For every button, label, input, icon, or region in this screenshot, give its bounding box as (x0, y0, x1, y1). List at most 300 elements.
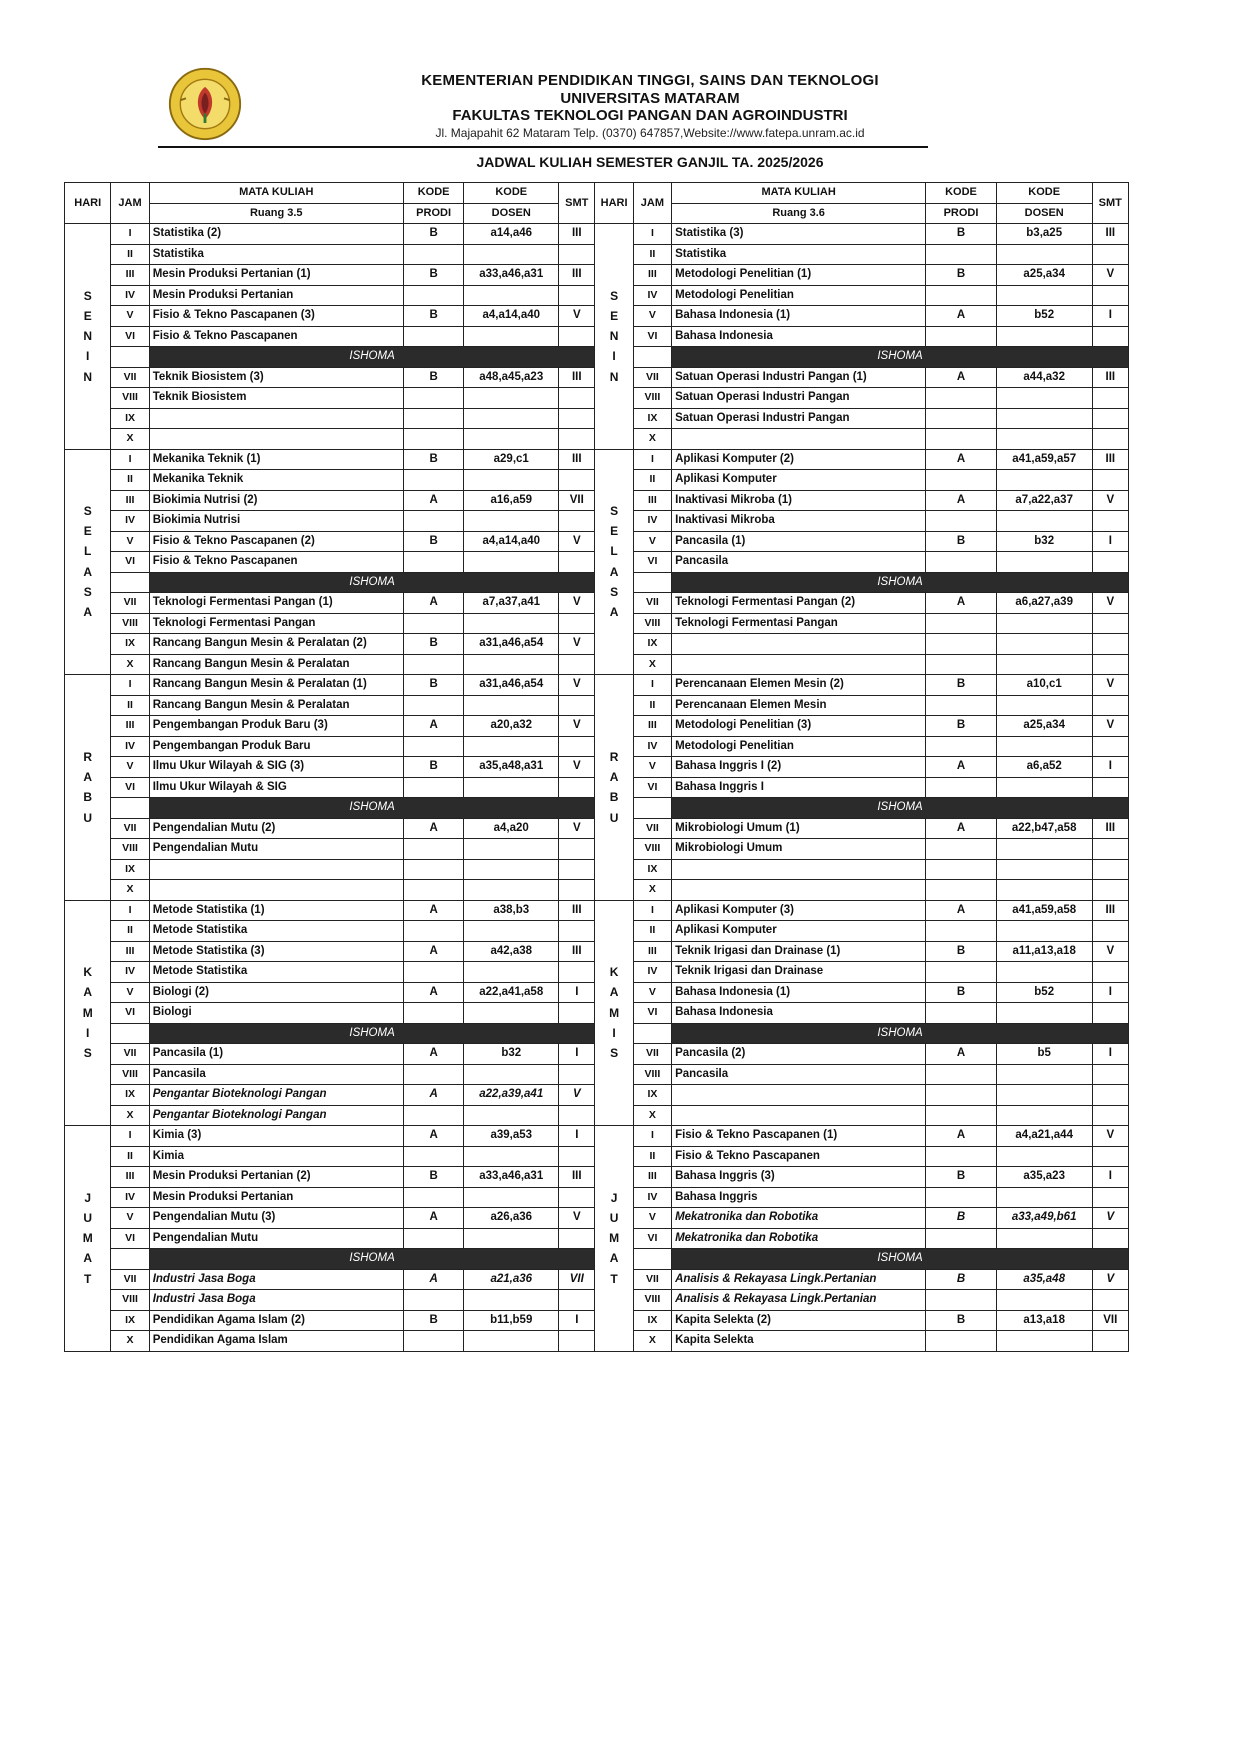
jam-cell: VI (633, 552, 671, 573)
course-name: Mekanika Teknik (1) (149, 449, 403, 470)
kode-dosen (996, 880, 1092, 901)
kode-dosen (996, 511, 1092, 532)
kode-dosen (464, 1064, 559, 1085)
course-name (672, 1085, 926, 1106)
course-name: Industri Jasa Boga (149, 1269, 403, 1290)
semester (1092, 1105, 1128, 1126)
semester: I (1092, 757, 1128, 778)
jam-cell: I (633, 449, 671, 470)
semester: III (559, 449, 595, 470)
course-name: Kapita Selekta (2) (672, 1310, 926, 1331)
kode-prodi: B (926, 1269, 997, 1290)
kode-prodi: B (403, 367, 464, 388)
semester (1092, 1331, 1128, 1352)
jam-cell: II (633, 921, 671, 942)
jam-cell: I (111, 1126, 149, 1147)
kode-prodi (403, 244, 464, 265)
semester (1092, 552, 1128, 573)
semester (559, 1064, 595, 1085)
semester (1092, 1228, 1128, 1249)
jam-cell: VII (633, 1269, 671, 1290)
col-kode-prodi-right: KODE (926, 183, 997, 204)
semester: V (1092, 941, 1128, 962)
kode-prodi: B (403, 449, 464, 470)
semester: III (1092, 367, 1128, 388)
jam-cell: V (111, 757, 149, 778)
semester (559, 1187, 595, 1208)
course-name: Bahasa Inggris I (672, 777, 926, 798)
kode-prodi: B (926, 224, 997, 245)
semester: V (1092, 675, 1128, 696)
kode-dosen (464, 470, 559, 491)
day-label (595, 675, 633, 901)
semester (1092, 613, 1128, 634)
semester: VII (559, 490, 595, 511)
ishoma-break: ISHOMA (149, 798, 595, 819)
jam-cell: VII (633, 1044, 671, 1065)
faculty-address: Jl. Majapahit 62 Mataram Telp. (0370) 647857,Website://www.fatepa.unram.ac.id (435, 126, 865, 140)
day-label (595, 449, 633, 675)
kode-prodi: B (403, 634, 464, 655)
kode-prodi (926, 921, 997, 942)
kode-prodi: A (926, 306, 997, 327)
kode-prodi (403, 921, 464, 942)
kode-prodi (403, 429, 464, 450)
course-name: Statistika (2) (149, 224, 403, 245)
kode-prodi: A (926, 757, 997, 778)
kode-dosen (464, 244, 559, 265)
kode-prodi: A (403, 1085, 464, 1106)
kode-prodi (403, 470, 464, 491)
course-name: Industri Jasa Boga (149, 1290, 403, 1311)
course-name: Aplikasi Komputer (672, 921, 926, 942)
course-name: Bahasa Inggris (3) (672, 1167, 926, 1188)
kode-prodi (403, 613, 464, 634)
course-name: Satuan Operasi Industri Pangan (672, 388, 926, 409)
semester (1092, 511, 1128, 532)
col-mata-kuliah-label: MATA KULIAH (761, 186, 836, 199)
semester: III (559, 1167, 595, 1188)
col-kode-dosen-left: KODE (464, 183, 559, 204)
course-name: Teknik Irigasi dan Drainase (672, 962, 926, 983)
kode-dosen (996, 552, 1092, 573)
jam-cell: VIII (633, 1064, 671, 1085)
kode-prodi (403, 511, 464, 532)
course-name (149, 429, 403, 450)
document-header (0, 0, 1240, 190)
kode-prodi: B (926, 265, 997, 286)
jam-cell: I (111, 900, 149, 921)
course-name: Pendidikan Agama Islam (149, 1331, 403, 1352)
kode-dosen: a31,a46,a54 (464, 634, 559, 655)
jam-cell: III (633, 490, 671, 511)
kode-dosen (996, 470, 1092, 491)
jam-cell (633, 347, 671, 368)
course-name: Mekatronika dan Robotika (672, 1228, 926, 1249)
course-name: Bahasa Indonesia (1) (672, 306, 926, 327)
semester: V (559, 1208, 595, 1229)
jam-cell: V (633, 1208, 671, 1229)
semester (559, 244, 595, 265)
semester (559, 736, 595, 757)
course-name: Pancasila (2) (672, 1044, 926, 1065)
kode-dosen (464, 695, 559, 716)
kode-prodi: A (403, 982, 464, 1003)
jam-cell: X (633, 429, 671, 450)
course-name: Mekatronika dan Robotika (672, 1208, 926, 1229)
course-name: Pancasila (672, 552, 926, 573)
semester: I (1092, 982, 1128, 1003)
kode-dosen: a33,a46,a31 (464, 1167, 559, 1188)
jam-cell: VIII (111, 613, 149, 634)
kode-dosen (464, 962, 559, 983)
kode-dosen: a35,a48,a31 (464, 757, 559, 778)
semester (1092, 388, 1128, 409)
semester (1092, 470, 1128, 491)
semester (559, 408, 595, 429)
kode-prodi (403, 695, 464, 716)
col-mata-kuliah-label: MATA KULIAH (239, 186, 314, 199)
semester: III (559, 367, 595, 388)
kode-prodi (403, 839, 464, 860)
course-name (672, 634, 926, 655)
course-name: Statistika (672, 244, 926, 265)
jam-cell: III (111, 716, 149, 737)
kode-dosen: a22,a39,a41 (464, 1085, 559, 1106)
kode-dosen (464, 1003, 559, 1024)
kode-dosen (996, 1331, 1092, 1352)
course-name: Kimia (3) (149, 1126, 403, 1147)
course-name: Bahasa Indonesia (672, 1003, 926, 1024)
jam-cell: VI (111, 1003, 149, 1024)
kode-prodi: A (926, 490, 997, 511)
kode-prodi: B (403, 224, 464, 245)
course-name: Metodologi Penelitian (672, 736, 926, 757)
jam-cell: VII (633, 593, 671, 614)
jam-cell: V (633, 306, 671, 327)
kode-dosen: b11,b59 (464, 1310, 559, 1331)
semester: V (559, 818, 595, 839)
jam-cell: IV (633, 736, 671, 757)
jam-cell: IX (111, 1310, 149, 1331)
kode-dosen: a4,a14,a40 (464, 306, 559, 327)
semester (1092, 695, 1128, 716)
jam-cell: VIII (111, 1290, 149, 1311)
ishoma-break: ISHOMA (672, 572, 1129, 593)
jam-cell (111, 798, 149, 819)
course-name: Teknologi Fermentasi Pangan (672, 613, 926, 634)
kode-dosen (996, 634, 1092, 655)
course-name: Pancasila (149, 1064, 403, 1085)
day-label (595, 224, 633, 450)
day-name: J U M A T (609, 1190, 620, 1286)
kode-dosen: a29,c1 (464, 449, 559, 470)
kode-prodi (403, 1331, 464, 1352)
semester (1092, 921, 1128, 942)
jam-cell: IV (633, 1187, 671, 1208)
kode-prodi (403, 388, 464, 409)
kode-dosen: a33,a46,a31 (464, 265, 559, 286)
day-name: S E L A S A (83, 503, 93, 620)
day-label (65, 449, 111, 675)
table-row (65, 224, 1129, 245)
col-kode-dosen-right: KODE (996, 183, 1092, 204)
kode-dosen (996, 326, 1092, 347)
semester: III (559, 265, 595, 286)
semester: V (559, 634, 595, 655)
jam-cell: II (111, 470, 149, 491)
course-name (672, 1105, 926, 1126)
kode-dosen (464, 1146, 559, 1167)
course-name: Metodologi Penelitian (1) (672, 265, 926, 286)
col-dosen-left: DOSEN (464, 203, 559, 224)
kode-prodi: A (926, 1126, 997, 1147)
col-kode-prodi-left: KODE (403, 183, 464, 204)
day-name: K A M I S (609, 965, 620, 1061)
semester (559, 552, 595, 573)
kode-dosen (464, 1228, 559, 1249)
jam-cell: VI (111, 552, 149, 573)
col-jam-right: JAM (633, 183, 671, 224)
jam-cell (633, 798, 671, 819)
jam-cell: VIII (633, 839, 671, 860)
kode-dosen: b32 (464, 1044, 559, 1065)
jam-cell (633, 1249, 671, 1270)
semester (1092, 880, 1128, 901)
course-name: Fisio & Tekno Pascapanen (1) (672, 1126, 926, 1147)
kode-prodi (403, 326, 464, 347)
jam-cell: VI (633, 326, 671, 347)
day-name: K A M I S (82, 965, 93, 1061)
jam-cell: VII (111, 367, 149, 388)
kode-prodi: A (403, 1269, 464, 1290)
semester (1092, 1003, 1128, 1024)
jam-cell: III (633, 941, 671, 962)
course-name: Satuan Operasi Industri Pangan (1) (672, 367, 926, 388)
day-label (595, 900, 633, 1126)
schedule-table-wrapper (64, 182, 1129, 1352)
semester (1092, 736, 1128, 757)
jam-cell: VI (111, 326, 149, 347)
semester: V (559, 593, 595, 614)
course-name (672, 880, 926, 901)
course-name: Pengendalian Mutu (2) (149, 818, 403, 839)
kode-dosen (464, 1331, 559, 1352)
room-right: Ruang 3.6 (672, 203, 926, 224)
semester: I (559, 1044, 595, 1065)
semester: I (559, 982, 595, 1003)
semester (1092, 1290, 1128, 1311)
semester: I (559, 1310, 595, 1331)
kode-dosen (996, 921, 1092, 942)
kode-dosen: a22,b47,a58 (996, 818, 1092, 839)
course-name: Perencanaan Elemen Mesin (2) (672, 675, 926, 696)
kode-prodi: B (926, 716, 997, 737)
jam-cell: II (111, 695, 149, 716)
kode-prodi (926, 1003, 997, 1024)
col-mata-kuliah-right (672, 183, 926, 204)
semester: V (559, 757, 595, 778)
semester (559, 388, 595, 409)
schedule-body (65, 224, 1129, 1352)
course-name: Perencanaan Elemen Mesin (672, 695, 926, 716)
course-name: Pancasila (1) (149, 1044, 403, 1065)
day-name: R A B U (83, 749, 93, 825)
course-name: Rancang Bangun Mesin & Peralatan (1) (149, 675, 403, 696)
course-name: Mesin Produksi Pertanian (2) (149, 1167, 403, 1188)
kode-prodi: B (403, 265, 464, 286)
kode-dosen (464, 859, 559, 880)
kode-dosen (996, 388, 1092, 409)
semester (1092, 1085, 1128, 1106)
jam-cell: VIII (633, 613, 671, 634)
kode-prodi: A (926, 449, 997, 470)
course-name: Teknik Biosistem (149, 388, 403, 409)
jam-cell: VIII (111, 839, 149, 860)
jam-cell: I (111, 224, 149, 245)
jam-cell: V (633, 531, 671, 552)
semester: V (559, 306, 595, 327)
table-row (65, 449, 1129, 470)
course-name: Biokimia Nutrisi (2) (149, 490, 403, 511)
kode-prodi (403, 777, 464, 798)
semester: V (1092, 716, 1128, 737)
jam-cell: X (633, 1105, 671, 1126)
day-label (65, 675, 111, 901)
jam-cell: X (633, 880, 671, 901)
kode-dosen (464, 736, 559, 757)
kode-dosen: b52 (996, 982, 1092, 1003)
course-name: Aplikasi Komputer (2) (672, 449, 926, 470)
course-name: Metodologi Penelitian (3) (672, 716, 926, 737)
semester: I (1092, 1044, 1128, 1065)
jam-cell: V (111, 306, 149, 327)
kode-prodi (403, 1105, 464, 1126)
course-name: Teknologi Fermentasi Pangan (149, 613, 403, 634)
header-divider (158, 146, 928, 148)
jam-cell: I (633, 900, 671, 921)
day-label (65, 1126, 111, 1352)
kode-prodi: B (926, 1167, 997, 1188)
course-name (672, 859, 926, 880)
schedule-title: JADWAL KULIAH SEMESTER GANJIL TA. 2025/2026 (476, 154, 824, 170)
kode-dosen (464, 1187, 559, 1208)
schedule-table (64, 182, 1129, 1352)
semester (1092, 962, 1128, 983)
course-name: Teknik Irigasi dan Drainase (1) (672, 941, 926, 962)
kode-prodi: A (926, 1044, 997, 1065)
kode-prodi (926, 244, 997, 265)
kode-dosen (464, 408, 559, 429)
jam-cell: IX (111, 1085, 149, 1106)
course-name: Analisis & Rekayasa Lingk.Pertanian (672, 1269, 926, 1290)
course-name: Mikrobiologi Umum (672, 839, 926, 860)
kode-prodi: A (403, 1044, 464, 1065)
kode-prodi: B (403, 757, 464, 778)
kode-dosen: a16,a59 (464, 490, 559, 511)
course-name: Pendidikan Agama Islam (2) (149, 1310, 403, 1331)
jam-cell: I (633, 675, 671, 696)
col-dosen-right: DOSEN (996, 203, 1092, 224)
kode-dosen: a25,a34 (996, 716, 1092, 737)
ishoma-break: ISHOMA (672, 1249, 1129, 1270)
day-name: S E N I N (83, 288, 93, 384)
semester (559, 777, 595, 798)
kode-prodi (403, 1228, 464, 1249)
course-name: Mesin Produksi Pertanian (149, 1187, 403, 1208)
kode-dosen (996, 613, 1092, 634)
kode-prodi: B (403, 306, 464, 327)
course-name: Teknologi Fermentasi Pangan (1) (149, 593, 403, 614)
day-name: S E N I N (609, 288, 619, 384)
kode-prodi (926, 736, 997, 757)
kode-prodi (926, 777, 997, 798)
course-name: Metodologi Penelitian (672, 285, 926, 306)
semester (1092, 285, 1128, 306)
kode-dosen (996, 1003, 1092, 1024)
kode-dosen (996, 1146, 1092, 1167)
semester (1092, 777, 1128, 798)
semester: V (559, 716, 595, 737)
kode-dosen: a6,a52 (996, 757, 1092, 778)
jam-cell: VIII (633, 388, 671, 409)
semester: III (1092, 900, 1128, 921)
kode-dosen (996, 736, 1092, 757)
course-name: Metode Statistika (149, 962, 403, 983)
jam-cell: VII (633, 367, 671, 388)
course-name: Fisio & Tekno Pascapanen (2) (149, 531, 403, 552)
course-name: Biologi (149, 1003, 403, 1024)
day-name: J U M A T (82, 1190, 93, 1286)
course-name: Satuan Operasi Industri Pangan (672, 408, 926, 429)
col-mata-kuliah-left (149, 183, 403, 204)
kode-prodi (926, 511, 997, 532)
kode-dosen (996, 859, 1092, 880)
kode-prodi (403, 859, 464, 880)
col-prodi-right: PRODI (926, 203, 997, 224)
kode-dosen: a41,a59,a58 (996, 900, 1092, 921)
course-name (149, 859, 403, 880)
ishoma-break: ISHOMA (149, 1023, 595, 1044)
kode-prodi (926, 408, 997, 429)
kode-dosen (996, 695, 1092, 716)
ishoma-break: ISHOMA (149, 572, 595, 593)
kode-dosen (996, 777, 1092, 798)
kode-prodi (403, 880, 464, 901)
jam-cell: II (111, 921, 149, 942)
ishoma-break: ISHOMA (672, 798, 1129, 819)
semester: I (1092, 531, 1128, 552)
jam-cell: X (111, 654, 149, 675)
course-name: Pengendalian Mutu (3) (149, 1208, 403, 1229)
kode-prodi (926, 1105, 997, 1126)
semester: V (559, 1085, 595, 1106)
jam-cell: IX (633, 634, 671, 655)
jam-cell (111, 1249, 149, 1270)
semester (1092, 634, 1128, 655)
kode-prodi: A (403, 1208, 464, 1229)
course-name: Pancasila (672, 1064, 926, 1085)
course-name: Aplikasi Komputer (672, 470, 926, 491)
jam-cell (111, 572, 149, 593)
kode-prodi: A (403, 818, 464, 839)
kode-dosen (464, 880, 559, 901)
kode-prodi (926, 634, 997, 655)
jam-cell: VII (111, 818, 149, 839)
jam-cell: X (633, 654, 671, 675)
kode-prodi (926, 470, 997, 491)
table-row (65, 675, 1129, 696)
